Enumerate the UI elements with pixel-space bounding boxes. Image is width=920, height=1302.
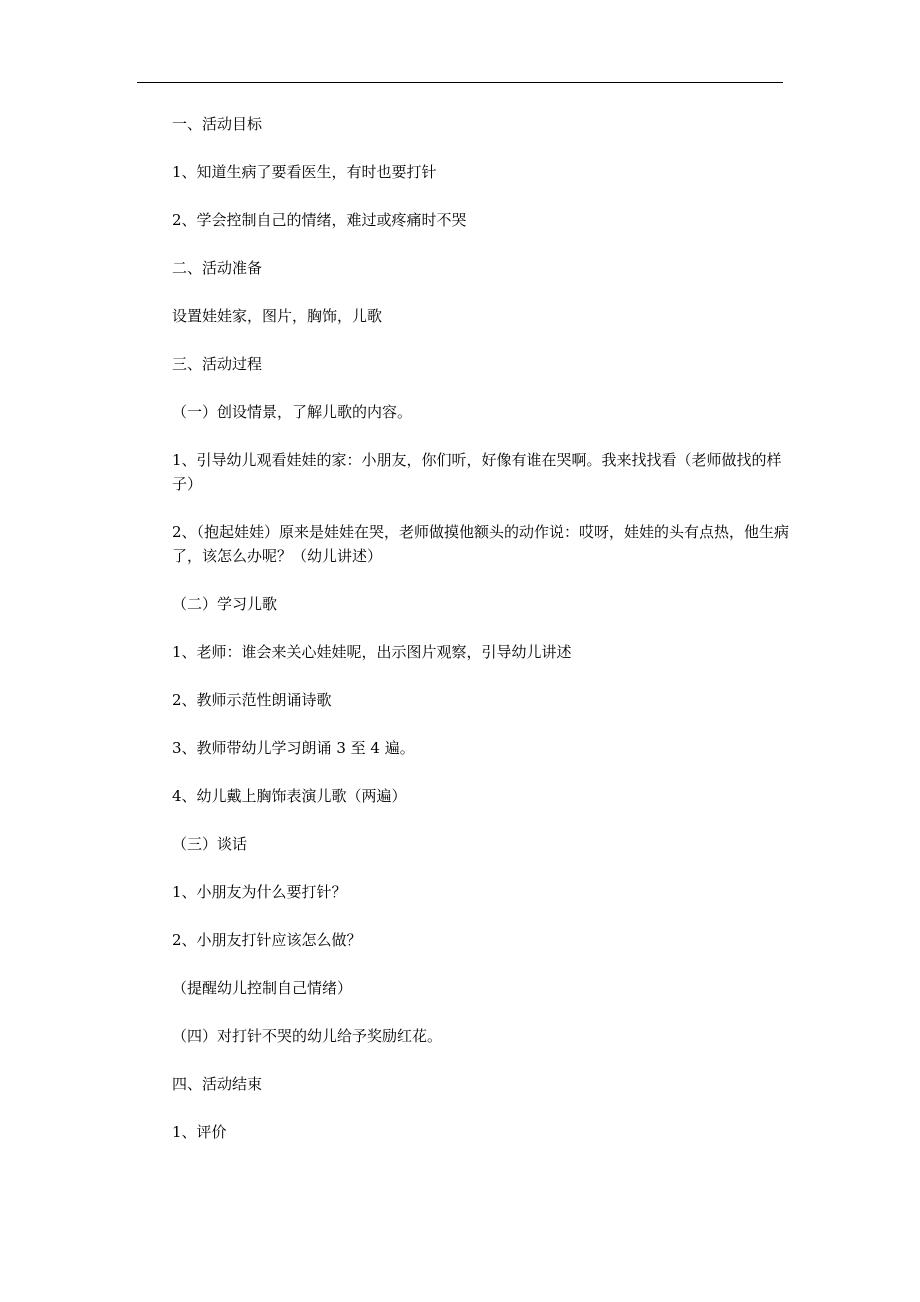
- talk-item-2: 2、小朋友打针应该怎么做？: [172, 931, 362, 949]
- header-rule: [137, 82, 783, 83]
- end-item-1: 1、评价: [172, 1123, 227, 1141]
- section-heading-goals: 一、活动目标: [172, 115, 263, 133]
- document-body: [172, 112, 792, 1168]
- learning-item-4: 4、幼儿戴上胸饰表演儿歌（两遍）: [172, 787, 407, 805]
- goal-item-2: 2、学会控制自己的情绪，难过或疼痛时不哭: [172, 211, 467, 229]
- subsection-heading-1: （一）创设情景，了解儿歌的内容。: [172, 403, 413, 421]
- subsection-heading-3: （三）谈话: [172, 835, 248, 853]
- learning-item-1: 1、老师：谁会来关心娃娃呢，出示图片观察，引导幼儿讲述: [172, 643, 572, 661]
- process-item-1: 1、引导幼儿观看娃娃的家：小朋友，你们听，好像有谁在哭啊。我来找找看（老师做找的样子）: [172, 451, 782, 493]
- section-heading-preparation: 二、活动准备: [172, 259, 263, 277]
- subsection-heading-4: （四）对打针不哭的幼儿给予奖励红花。: [172, 1027, 443, 1045]
- section-heading-end: 四、活动结束: [172, 1075, 263, 1093]
- learning-item-2: 2、教师示范性朗诵诗歌: [172, 691, 332, 709]
- section-heading-process: 三、活动过程: [172, 355, 263, 373]
- talk-item-1: 1、小朋友为什么要打针？: [172, 883, 347, 901]
- preparation-text: 设置娃娃家，图片，胸饰，儿歌: [172, 307, 383, 325]
- learning-item-3: 3、教师带幼儿学习朗诵 3 至 4 遍。: [172, 739, 415, 757]
- goal-item-1: 1、知道生病了要看医生，有时也要打针: [172, 163, 437, 181]
- subsection-heading-2: （二）学习儿歌: [172, 595, 278, 613]
- process-item-2: 2、（抱起娃娃）原来是娃娃在哭，老师做摸他额头的动作说：哎呀，娃娃的头有点热，他生病了，该怎么办呢？（幼儿讲述）: [172, 523, 790, 565]
- talk-note: （提醒幼儿控制自己情绪）: [172, 979, 353, 997]
